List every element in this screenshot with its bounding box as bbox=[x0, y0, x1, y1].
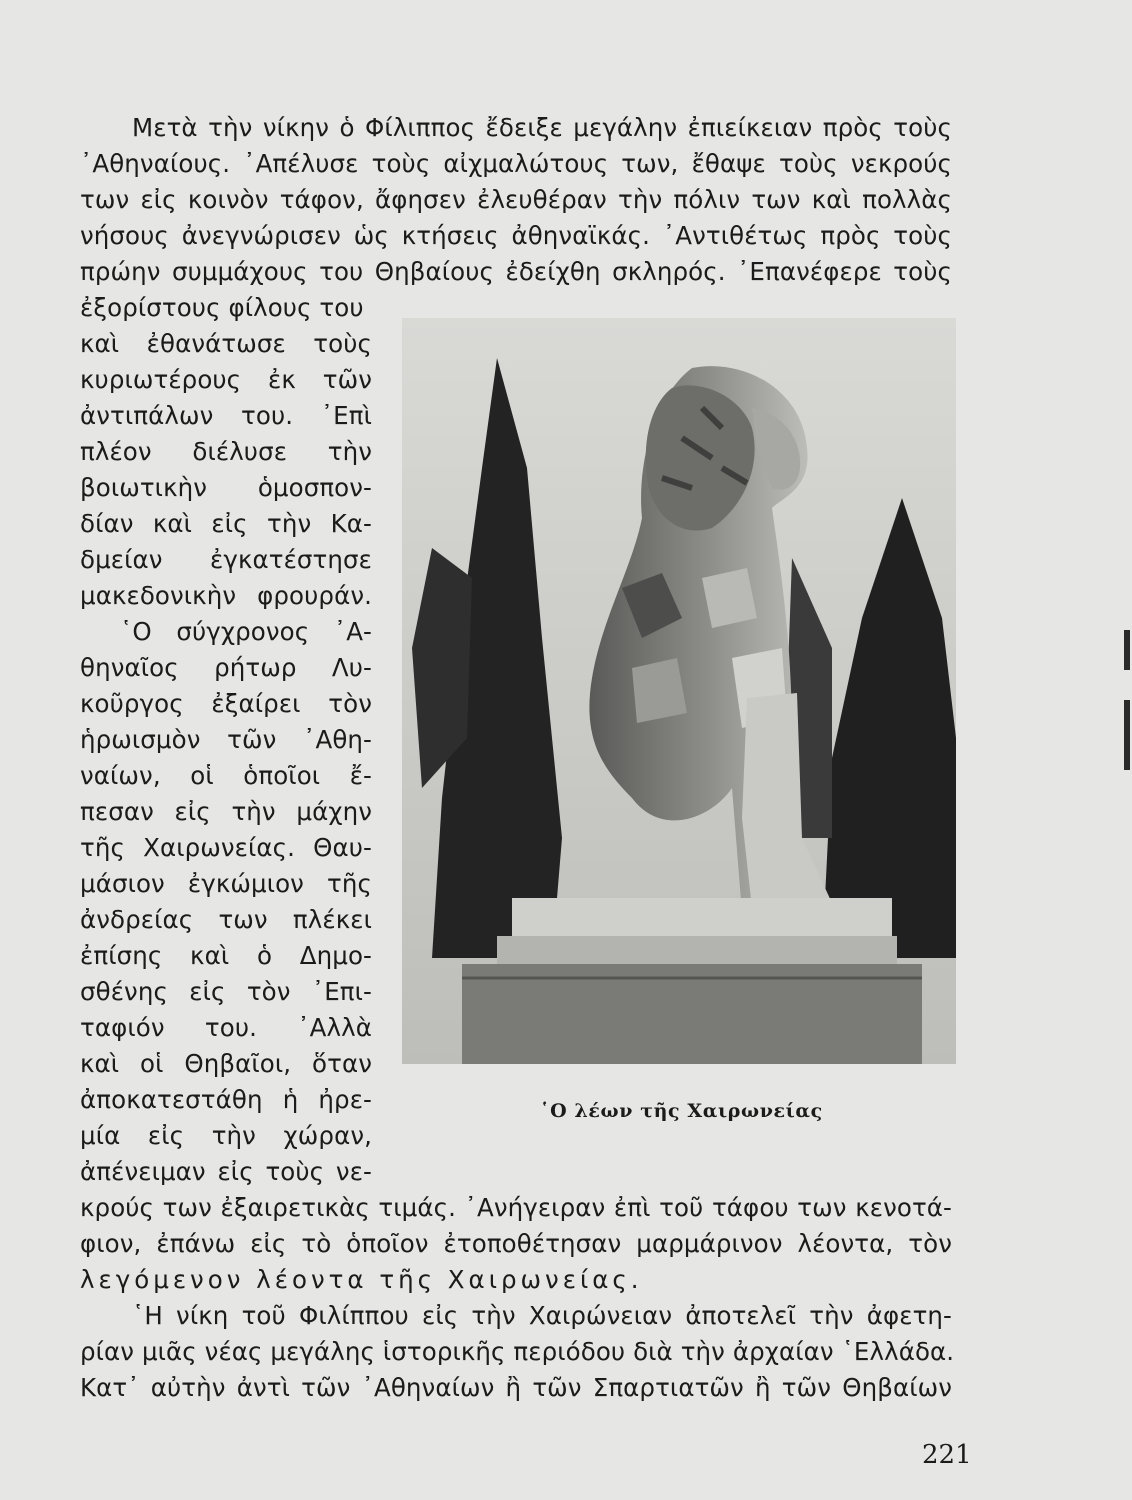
text-line: κυριωτέρους ἐκ τῶν bbox=[80, 365, 372, 394]
text-line: δίαν καὶ εἰς τὴν Κα- bbox=[80, 509, 372, 538]
text-line: καὶ ἐθανάτωσε τοὺς bbox=[80, 329, 372, 358]
lion-statue-image bbox=[402, 318, 956, 1064]
text-line: κρούς των ἐξαιρετικὰς τιμάς. ᾿Ανήγειραν ἐπὶ τοῦ τάφου των κενοτά- bbox=[80, 1193, 952, 1222]
text-line: φιον, ἐπάνω εἰς τὸ ὁποῖον ἐτοποθέτησαν μαρμάρινον λέοντα, τὸν bbox=[80, 1229, 952, 1258]
text-line: νήσους ἀνεγνώρισεν ὡς κτήσεις ἀθηναϊκάς. ᾿Αντιθέτως πρὸς τοὺς bbox=[80, 221, 952, 250]
text-line: ᾿Αθηναίους. ᾿Απέλυσε τοὺς αἰχμαλώτους των, ἔθαψε τοὺς νεκρούς bbox=[80, 149, 952, 178]
text-line: πεσαν εἰς τὴν μάχην bbox=[80, 797, 372, 826]
text-line: ἐξορίστους φίλους του bbox=[80, 293, 364, 322]
text-line: ρίαν μιᾶς νέας μεγάλης ἱστορικῆς περιόδου διὰ τὴν ἀρχαίαν ῾Ελλάδα. bbox=[80, 1337, 955, 1366]
scan-edge-mark bbox=[1124, 700, 1130, 770]
text-line: βοιωτικὴν ὁμοσπον- bbox=[80, 473, 372, 502]
text-line: κοῦργος ἐξαίρει τὸν bbox=[80, 689, 372, 718]
text-line: των εἰς κοινὸν τάφον, ἄφησεν ἐλευθέραν τὴν πόλιν των καὶ πολλὰς bbox=[80, 185, 952, 214]
text-line: δμείαν ἐγκατέστησε bbox=[80, 545, 372, 574]
lion-photograph bbox=[402, 318, 956, 1064]
text-line: μάσιον ἐγκώμιον τῆς bbox=[80, 869, 372, 898]
text-line: τῆς Χαιρωνείας. Θαυ- bbox=[80, 833, 372, 862]
text-line: ταφιόν του. ᾿Αλλὰ bbox=[80, 1013, 372, 1042]
text-line: Κατ᾿ αὐτὴν ἀντὶ τῶν ᾿Αθηναίων ἢ τῶν Σπαρτιατῶν ἢ τῶν Θηβαίων bbox=[80, 1373, 952, 1402]
text-line: ῾Η νίκη τοῦ Φιλίππου εἰς τὴν Χαιρώνειαν ἀποτελεῖ τὴν ἀφετη- bbox=[132, 1301, 952, 1330]
scan-edge-mark bbox=[1124, 630, 1130, 670]
text-line: λεγόμενον λέοντα τῆς Χαιρωνείας. bbox=[80, 1265, 643, 1294]
text-line: πρώην συμμάχους του Θηβαίους ἐδείχθη σκληρός. ᾿Επανέφερε τοὺς bbox=[80, 257, 952, 286]
page-number: 221 bbox=[922, 1440, 972, 1470]
text-line: ἀνδρείας των πλέκει bbox=[80, 905, 372, 934]
text-line: μακεδονικὴν φρουράν. bbox=[80, 581, 372, 610]
text-line: καὶ οἱ Θηβαῖοι, ὅταν bbox=[80, 1049, 372, 1078]
text-line: πλέον διέλυσε τὴν bbox=[80, 437, 372, 466]
figure-caption: ῾Ο λέων τῆς Χαιρωνείας bbox=[540, 1100, 823, 1122]
text-line: ναίων, οἱ ὁποῖοι ἔ- bbox=[80, 761, 372, 790]
text-line: ἀπένειμαν εἰς τοὺς νε- bbox=[80, 1157, 372, 1186]
text-line: ἡρωισμὸν τῶν ᾿Αθη- bbox=[80, 725, 372, 754]
text-line: ἀντιπάλων του. ᾿Επὶ bbox=[80, 401, 372, 430]
text-line: μία εἰς τὴν χώραν, bbox=[80, 1121, 372, 1150]
text-line: σθένης εἰς τὸν ᾿Επι- bbox=[80, 977, 372, 1006]
text-line: θηναῖος ρήτωρ Λυ- bbox=[80, 653, 372, 682]
text-line: ῾Ο σύγχρονος ᾿Α- bbox=[120, 617, 372, 646]
text-line: Μετὰ τὴν νίκην ὁ Φίλιππος ἔδειξε μεγάλην ἐπιείκειαν πρὸς τοὺς bbox=[132, 113, 952, 142]
text-line: ἐπίσης καὶ ὁ Δημο- bbox=[80, 941, 372, 970]
text-line: ἀποκατεστάθη ἡ ἠρε- bbox=[80, 1085, 372, 1114]
